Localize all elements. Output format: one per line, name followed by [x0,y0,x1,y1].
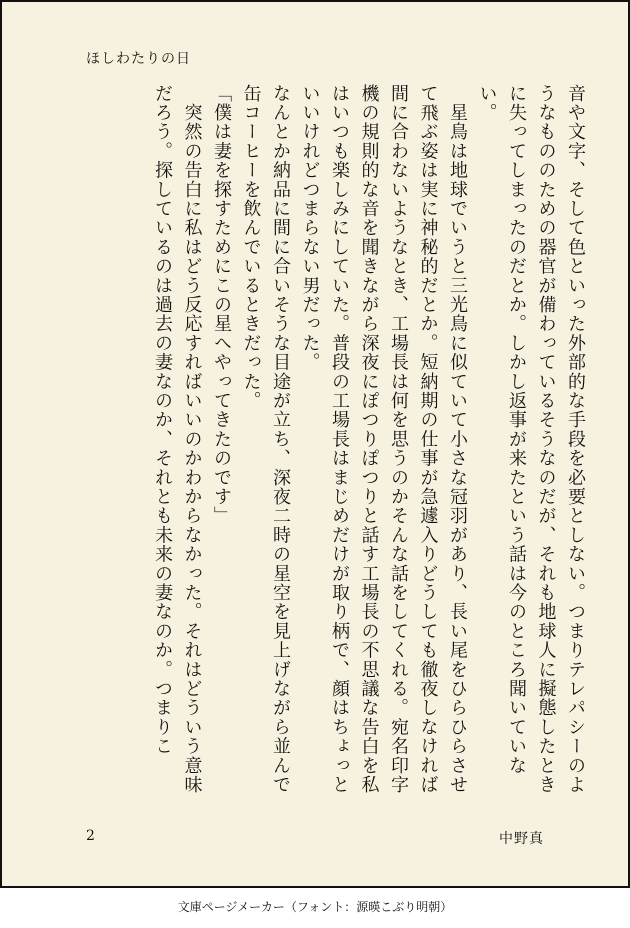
paragraph: 「僕は妻を探すためにこの星へやってきたのです」 [211,84,232,526]
paragraph: 星鳥は地球でいうと三光鳥に似ていて小さな冠羽があり、長い尾をひらひらさせて飛ぶ姿は実に神秘的だとか。短納期の仕事が急遽入りどうしても徹夜しなければ間に合わないようなとき、工場長は何を思うのかそんな話をしてくれる。宛名印字機の規則的な音を聞きながら深夜にぽつりぽつりと話す工場長の不思議な告白を私はいつも楽しみにしていた。普段の工場長はまじめだけが取り柄で、顔はちょっといいけれどつまらない男だった。 [299,84,468,795]
page-number: 2 [86,828,95,844]
paragraph: 音や文字、そして色といった外部的な手段を必要としない。つまりテレパシーのようなもののための器官が備わっているそうなのだが、それも地球人に擬態したときに失ってしまったのだとか。しかし返事が来たという話は今のところ聞いていない。 [476,84,586,795]
generator-credit: 文庫ページメーカー（フォント：源暎こぶり明朝） [177,900,453,914]
running-title: ほしわたりの日 [86,51,191,67]
vertical-body-text [70,84,590,804]
author-name: 中野真 [499,831,544,847]
paragraph: 突然の告白に私はどう反応すればいいのかわからなかった。それはどういう意味だろう。探しているのは過去の妻なのか、それとも未来の妻なのか。つまりこ [152,84,203,795]
paragraph: なんとか納品に間に合いそうな目途が立ち、深夜二時の星空を見上げながら並んで缶コーヒーを飲んでいるときだった。 [240,84,291,795]
